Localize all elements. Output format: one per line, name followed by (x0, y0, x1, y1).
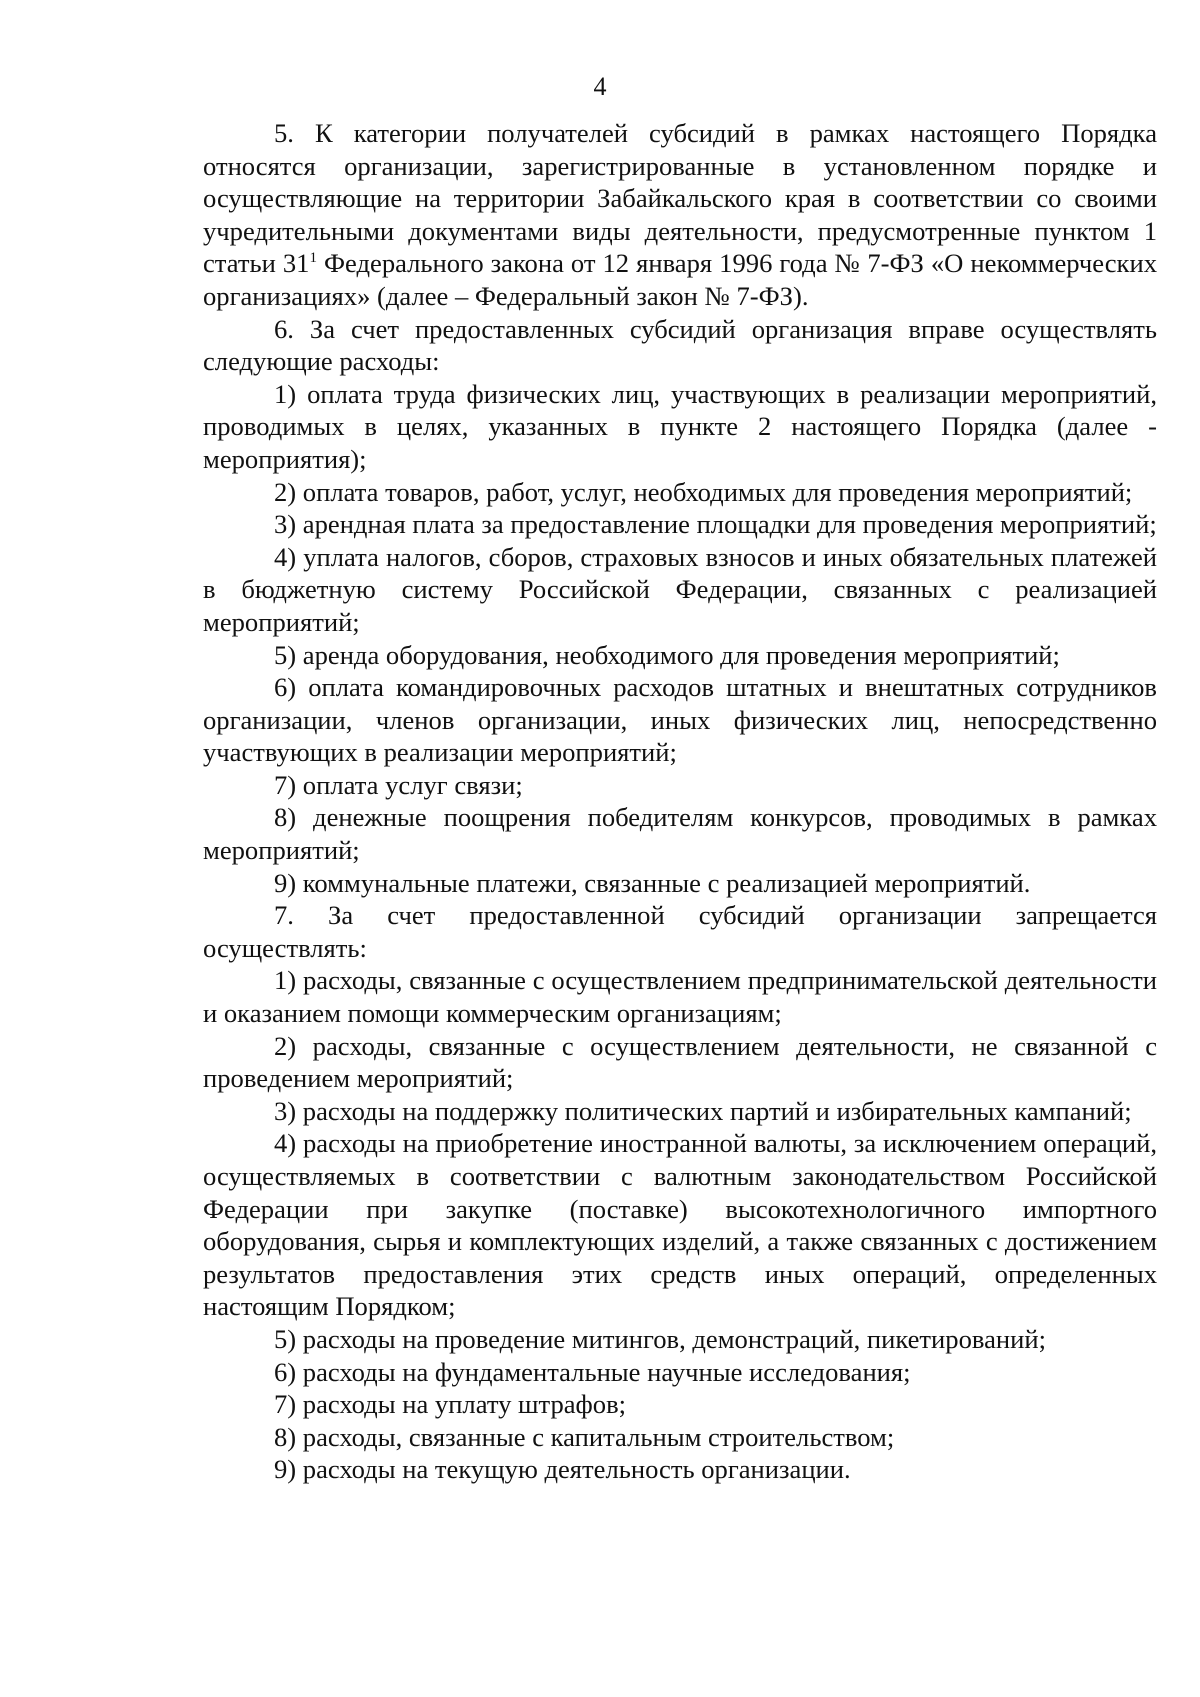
list-item-6-7: 7) оплата услуг связи; (274, 769, 523, 800)
list-item-6-5: 5) аренда оборудования, необходимого для проведения мероприятий; (274, 639, 1060, 670)
list-item-7-2: 2) расходы, связанные с осуществлением деятельности, не связанной с проведением мероприятий; (203, 1030, 1157, 1094)
list-item-7-1: 1) расходы, связанные с осуществлением предпринимательской деятельности и оказанием помощи коммерческим организациям; (203, 965, 1157, 1029)
document-body (203, 117, 1157, 1486)
paragraph-7-prohibited-expenses: 7. За счет предоставленной субсидий организации запрещается осуществлять: (203, 900, 1157, 963)
list-item-6-2: 2) оплата товаров, работ, услуг, необходимых для проведения мероприятий; (274, 476, 1133, 507)
superscript-marker: 1 (309, 250, 317, 267)
paragraph-text: 5. К категории получателей субсидий в рамках настоящего Порядка относятся организации, зарегистрированные в установленном порядке и осуществляющие на территории Забайкальского края в соответствии со своими учредительными документами виды деятельности, предусмотренные пунктом 1 статьи 31 (203, 118, 1157, 279)
list-item-6-8: 8) денежные поощрения победителям конкурсов, проводимых в рамках мероприятий; (203, 802, 1157, 866)
paragraph-5-recipients (203, 117, 1157, 313)
list-item-7-8: 8) расходы, связанные с капитальным строительством; (274, 1421, 895, 1452)
page-number: 4 (593, 72, 607, 101)
list-item-6-9: 9) коммунальные платежи, связанные с реализацией мероприятий. (274, 867, 1031, 898)
list-item-7-4: 4) расходы на приобретение иностранной валюты, за исключением операций, осуществляемых в соответствии с валютным законодательством Российской Федерации при закупке (поставке) высокотехнологичного импортного оборудования, сырья и комплектующих изделий, а также связанных с достижением результатов предоставления этих средств иных операций, определенных настоящим Порядком; (203, 1128, 1157, 1322)
list-item-7-9: 9) расходы на текущую деятельность организации. (274, 1454, 851, 1485)
list-item-6-3: 3) арендная плата за предоставление площадки для проведения мероприятий; (274, 509, 1157, 540)
list-item-7-5: 5) расходы на проведение митингов, демонстраций, пикетирований; (274, 1323, 1046, 1354)
paragraph-text: Федерального закона от 12 января 1996 года № 7-ФЗ «О некоммерческих организациях» (далее – Федеральный закон № 7-ФЗ). (203, 248, 1157, 311)
list-item-6-1: 1) оплата труда физических лиц, участвующих в реализации мероприятий, проводимых в целях, указанных в пункте 2 настоящего Порядка (далее - мероприятия); (203, 378, 1157, 474)
list-item-7-3: 3) расходы на поддержку политических партий и избирательных кампаний; (274, 1095, 1132, 1126)
list-item-6-6: 6) оплата командировочных расходов штатных и внештатных сотрудников организации, членов организации, иных физических лиц, непосредственно участвующих в реализации мероприятий; (203, 672, 1157, 768)
list-item-7-7: 7) расходы на уплату штрафов; (274, 1389, 627, 1420)
list-item-6-4: 4) уплата налогов, сборов, страховых взносов и иных обязательных платежей в бюджетную систему Российской Федерации, связанных с реализацией мероприятий; (203, 541, 1157, 637)
list-item-7-6: 6) расходы на фундаментальные научные исследования; (274, 1356, 911, 1387)
paragraph-6-allowed-expenses: 6. За счет предоставленных субсидий организация вправе осуществлять следующие расходы: (203, 313, 1157, 377)
